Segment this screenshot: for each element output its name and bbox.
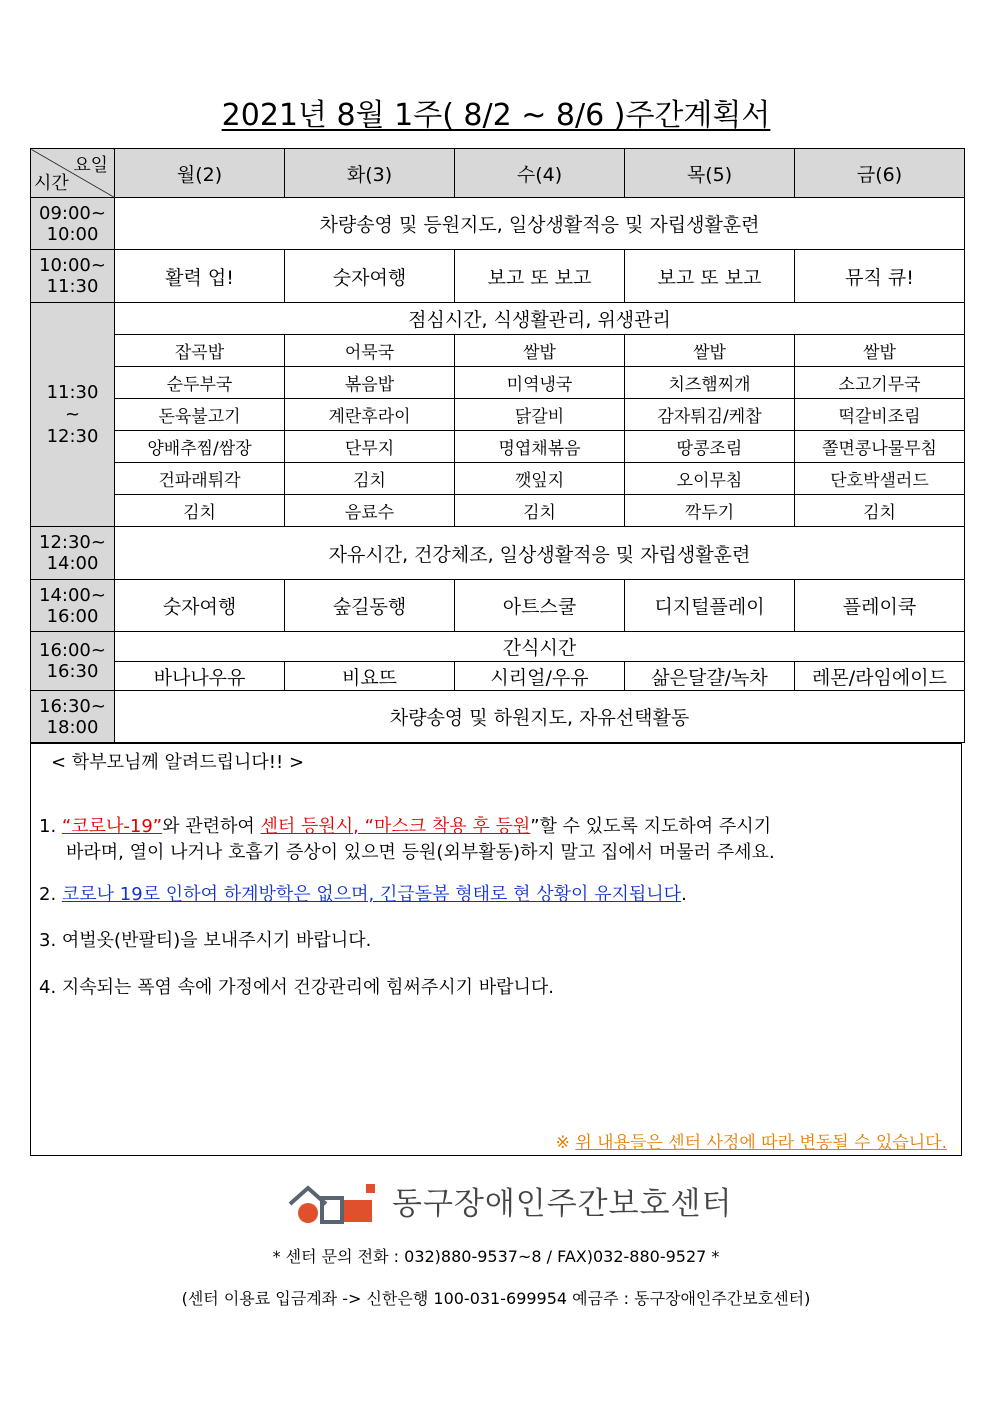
menu-row: [31, 399, 965, 431]
snack-cell: 레몬/라임에이드: [795, 662, 965, 691]
account-info: (센터 이용료 입금계좌 -> 신한은행 100-031-699954 예금주 : 동구장애인주간보호센터): [181, 1289, 811, 1308]
notice-footnote: ※ 위 내용들은 센터 사정에 따라 변동될 수 있습니다.: [555, 1133, 947, 1153]
table-row: [31, 527, 965, 580]
snack-cell: 비요뜨: [285, 662, 455, 691]
activity-cell: 활력 업!: [115, 250, 285, 303]
menu-cell: 순두부국: [115, 367, 285, 399]
menu-row: [31, 367, 965, 399]
activity-cell: 디지털플레이: [625, 580, 795, 632]
parent-notice-box: [30, 743, 962, 1156]
menu-cell: 단무지: [285, 431, 455, 463]
weekly-schedule-table: [30, 148, 965, 743]
menu-cell: 미역냉국: [455, 367, 625, 399]
page-title: 2021년 8월 1주( 8/2 ~ 8/6 )주간계획서: [221, 98, 771, 133]
notice-heading: < 학부모님께 알려드립니다!! >: [51, 752, 305, 773]
contact-info: * 센터 문의 전화 : 032)880-9537~8 / FAX)032-880-9527 *: [272, 1247, 720, 1266]
menu-cell: 김치: [115, 495, 285, 527]
day-header: 화(3): [285, 149, 455, 198]
snack-cell: 삶은달걀/녹차: [625, 662, 795, 691]
center-logo-icon: [288, 1182, 383, 1226]
snack-time-cell: 간식시간: [115, 632, 965, 662]
activity-cell: 자유시간, 건강체조, 일상생활적응 및 자립생활훈련: [115, 527, 965, 580]
snack-row: [31, 662, 965, 691]
header-row: [31, 149, 965, 198]
notice-item-3: 3. 여벌옷(반팔티)을 보내주시기 바랍니다.: [39, 930, 372, 951]
menu-row: [31, 335, 965, 367]
table-row: [31, 632, 965, 662]
table-row: [31, 691, 965, 743]
menu-cell: 명엽채볶음: [455, 431, 625, 463]
snack-cell: 시리얼/우유: [455, 662, 625, 691]
menu-cell: 쌀밥: [795, 335, 965, 367]
menu-cell: 어묵국: [285, 335, 455, 367]
menu-cell: 김치: [285, 463, 455, 495]
day-header: 수(4): [455, 149, 625, 198]
menu-cell: 닭갈비: [455, 399, 625, 431]
table-row: [31, 198, 965, 250]
menu-cell: 감자튀김/케찹: [625, 399, 795, 431]
menu-row: [31, 495, 965, 527]
activity-cell: 보고 또 보고: [625, 250, 795, 303]
menu-cell: 건파래튀각: [115, 463, 285, 495]
menu-cell: 계란후라이: [285, 399, 455, 431]
menu-cell: 오이무침: [625, 463, 795, 495]
time-cell: 11:30 ~ 12:30: [31, 303, 115, 527]
table-row: [31, 303, 965, 335]
time-cell: 14:00~ 16:00: [31, 580, 115, 632]
time-cell: 16:30~ 18:00: [31, 691, 115, 743]
center-name: 동구장애인주간보호센터: [392, 1186, 733, 1222]
menu-cell: 치즈햄찌개: [625, 367, 795, 399]
time-cell: 09:00~ 10:00: [31, 198, 115, 250]
menu-cell: 볶음밥: [285, 367, 455, 399]
menu-cell: 단호박샐러드: [795, 463, 965, 495]
menu-row: [31, 463, 965, 495]
menu-cell: 양배추찜/쌈장: [115, 431, 285, 463]
time-cell: 16:00~ 16:30: [31, 632, 115, 691]
table-row: [31, 250, 965, 303]
time-cell: 10:00~ 11:30: [31, 250, 115, 303]
activity-cell: 뮤직 큐!: [795, 250, 965, 303]
day-header: 목(5): [625, 149, 795, 198]
menu-cell: 음료수: [285, 495, 455, 527]
menu-row: [31, 431, 965, 463]
menu-cell: 깍두기: [625, 495, 795, 527]
activity-cell: 플레이쿡: [795, 580, 965, 632]
menu-cell: 김치: [795, 495, 965, 527]
notice-item-2: 2. 코로나 19로 인하여 하계방학은 없으며, 긴급돌봄 형태로 현 상황이 유지됩니다.: [39, 884, 687, 905]
activity-cell: 보고 또 보고: [455, 250, 625, 303]
day-header: 금(6): [795, 149, 965, 198]
corner-day-label: 요일: [73, 155, 108, 176]
menu-cell: 돈육불고기: [115, 399, 285, 431]
notice-item-4: 4. 지속되는 폭염 속에 가정에서 건강관리에 힘써주시기 바랍니다.: [39, 977, 555, 998]
table-row: [31, 580, 965, 632]
menu-cell: 쌀밥: [455, 335, 625, 367]
menu-cell: 김치: [455, 495, 625, 527]
activity-cell: 숲길동행: [285, 580, 455, 632]
activity-cell: 숫자여행: [285, 250, 455, 303]
activity-cell: 차량송영 및 하원지도, 자유선택활동: [115, 691, 965, 743]
activity-cell: 숫자여행: [115, 580, 285, 632]
menu-cell: 떡갈비조림: [795, 399, 965, 431]
corner-cell: [31, 149, 115, 198]
activity-cell: 아트스쿨: [455, 580, 625, 632]
snack-cell: 바나나우유: [115, 662, 285, 691]
menu-cell: 잡곡밥: [115, 335, 285, 367]
activity-cell: 차량송영 및 등원지도, 일상생활적응 및 자립생활훈련: [115, 198, 965, 250]
menu-cell: 쌀밥: [625, 335, 795, 367]
corner-time-label: 시간: [34, 173, 69, 194]
menu-cell: 쫄면콩나물무침: [795, 431, 965, 463]
notice-item-1: 1. “코로나-19”와 관련하여 센터 등원시, “마스크 착용 후 등원”할 수 있도록 지도하여 주시기 바라며, 열이 나거나 호흡기 증상이 있으면 등원(외부활동)하지 말고 집에서 머물러 주세요.: [39, 816, 775, 863]
menu-cell: 깻잎지: [455, 463, 625, 495]
menu-cell: 땅콩조림: [625, 431, 795, 463]
day-header: 월(2): [115, 149, 285, 198]
footer: [0, 1180, 992, 1230]
menu-cell: 소고기무국: [795, 367, 965, 399]
lunch-cell: 점심시간, 식생활관리, 위생관리: [115, 303, 965, 335]
time-cell: 12:30~ 14:00: [31, 527, 115, 580]
